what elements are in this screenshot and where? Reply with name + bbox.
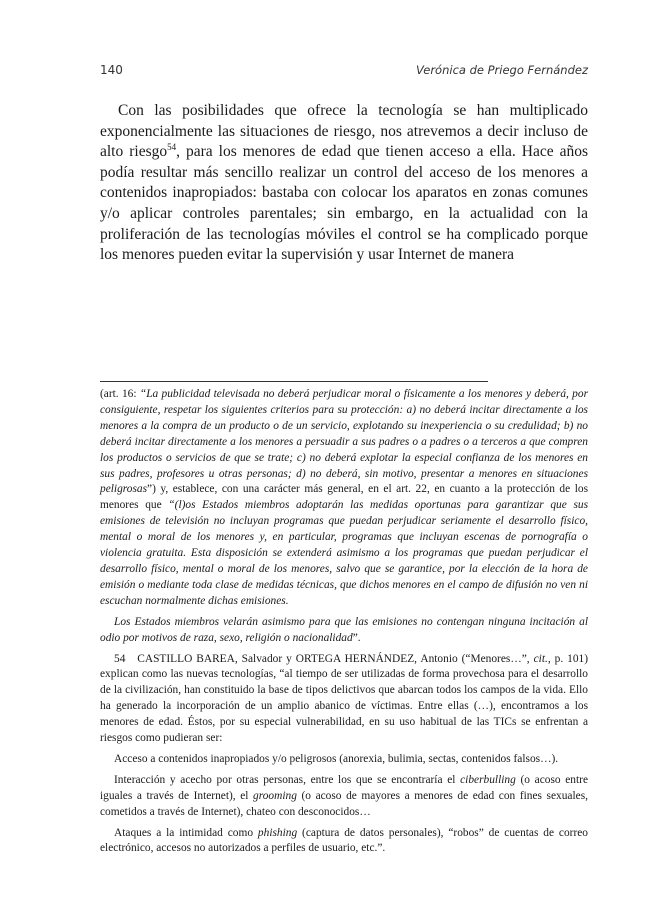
footnote-italic: grooming <box>253 789 297 802</box>
footnote-text: Ataques a la intimidad como <box>114 826 258 839</box>
body-paragraph <box>100 101 588 266</box>
running-head <box>100 63 588 77</box>
footnote-text: (o acoso de mayores a menores de edad con fines sexuales, cometidos a través de Internet), chateo con desconocidos… <box>100 789 588 818</box>
footnote-text: Acceso a contenidos inapropiados y/o peligrosos (anorexia, bulimia, sectas, contenidos falsos…). <box>114 752 559 765</box>
footnote-54-item-3 <box>100 826 588 858</box>
footnote-separator <box>100 381 488 382</box>
footnote-54 <box>100 652 588 747</box>
page-number: 140 <box>100 63 123 77</box>
footnote-text: (captura de datos personales), “robos” de cuentas de correo electrónico, accesos no autorizados a perfiles de usuario, etc.”. <box>100 826 588 855</box>
footnote-53-paragraph-2 <box>100 615 588 647</box>
footnote-italic: cit. <box>533 652 548 665</box>
footnote-text: (art. 16: <box>100 388 140 400</box>
footnote-text: ”) y, establece, con una carácter más general, en el art. 22, en cuanto a la protección de los menores que <box>100 483 588 512</box>
footnotes <box>100 387 588 862</box>
footnote-53-continued <box>100 387 588 610</box>
footnote-text: CASTILLO BAREA, Salvador y ORTEGA HERNÁNDEZ, Antonio (“Menores…”, <box>137 652 534 665</box>
footnote-text: , p. 101) explican como las nuevas tecnologías, “al tiempo de ser utilizadas de forma provechosa para el desarrollo de la civilización, han constituido la base de tipos delictivos que abarcan todos los campos de la vida. Ello ha generado la incorporación de un amplio abanico de víctimas. Entre ellas (…), encontramos a los menores de edad. Éstos, por su especial vulnerabilidad, en su uso habitual de las TICs se enfrentan a riesgos como pudieran ser: <box>100 652 588 745</box>
footnote-text: Interacción y acecho por otras personas, entre los que se encontraría el <box>114 773 461 786</box>
footnote-text: ”. <box>352 631 361 644</box>
running-head-author: Verónica de Priego Fernández <box>416 63 588 77</box>
footnote-reference-54[interactable]: 54 <box>167 142 177 153</box>
footnote-quote: “La publicidad televisada no deberá perjudicar moral o físicamente a los menores y deberá, por consiguiente, respetar los siguientes criterios para su protección: a) no deberá incitar directamente a los menores a la compra de un producto o de un servicio, explotando su inexperiencia o su credulidad; b) no deberá incitar directamente a los menores a persuadir a sus padres o a padres o a terceros a que compren los productos o servicios de que se trate; c) no deberá explotar la especial confianza de los menores en sus padres, profesores u otras personas; d) no deberá, sin motivo, presentar a menores en situaciones peligrosas <box>100 388 589 496</box>
footnote-54-item-2 <box>100 773 588 821</box>
footnote-italic: ciberbulling <box>460 773 516 786</box>
footnote-quote: “(l)os Estados miembros adoptarán las medidas oportunas para garantizar que sus emisiones de televisión no incluyan programas que puedan perjudicar seriamente el desarrollo físico, mental o moral de los menores y, en particular, programas que incluyan escenas de pornografía o violencia gratuita. Esta disposición se extenderá asimismo a los programas que puedan perjudicar el desarrollo físico, mental o moral de los menores, salvo que se garantice, por la elección de la hora de emisión o mediante toda clase de medidas técnicas, que dichos menores en el campo de difusión no ven ni escuchan normalmente dichas emisiones. <box>100 499 589 607</box>
footnote-54-item-1 <box>100 752 588 768</box>
body-text-start: Con las posibilidades que ofrece la tecnología se han multiplicado exponencialmente las situaciones de riesgo, nos atrevemos a decir incluso de alto riesgo <box>100 102 588 161</box>
footnote-text: (o acoso entre iguales a través de Internet), el <box>100 773 589 802</box>
body-text-end: , para los menores de edad que tienen acceso a ella. Hace años podía resultar más sencillo realizar un control del acceso de los menores a contenidos inapropiados: bastaba con colocar los aparatos en zonas comunes y/o aplicar controles parentales; sin embargo, en la actualidad con la proliferación de las tecnologías móviles el control se ha complicado porque los menores pueden evitar la supervisión y usar Internet de manera <box>100 143 588 264</box>
footnote-italic: phishing <box>257 826 298 839</box>
footnote-number-54: 54 <box>114 652 126 665</box>
footnote-quote: Los Estados miembros velarán asimismo para que las emisiones no contengan ninguna incitación al odio por motivos de raza, sexo, religión o nacionalidad <box>100 615 588 644</box>
